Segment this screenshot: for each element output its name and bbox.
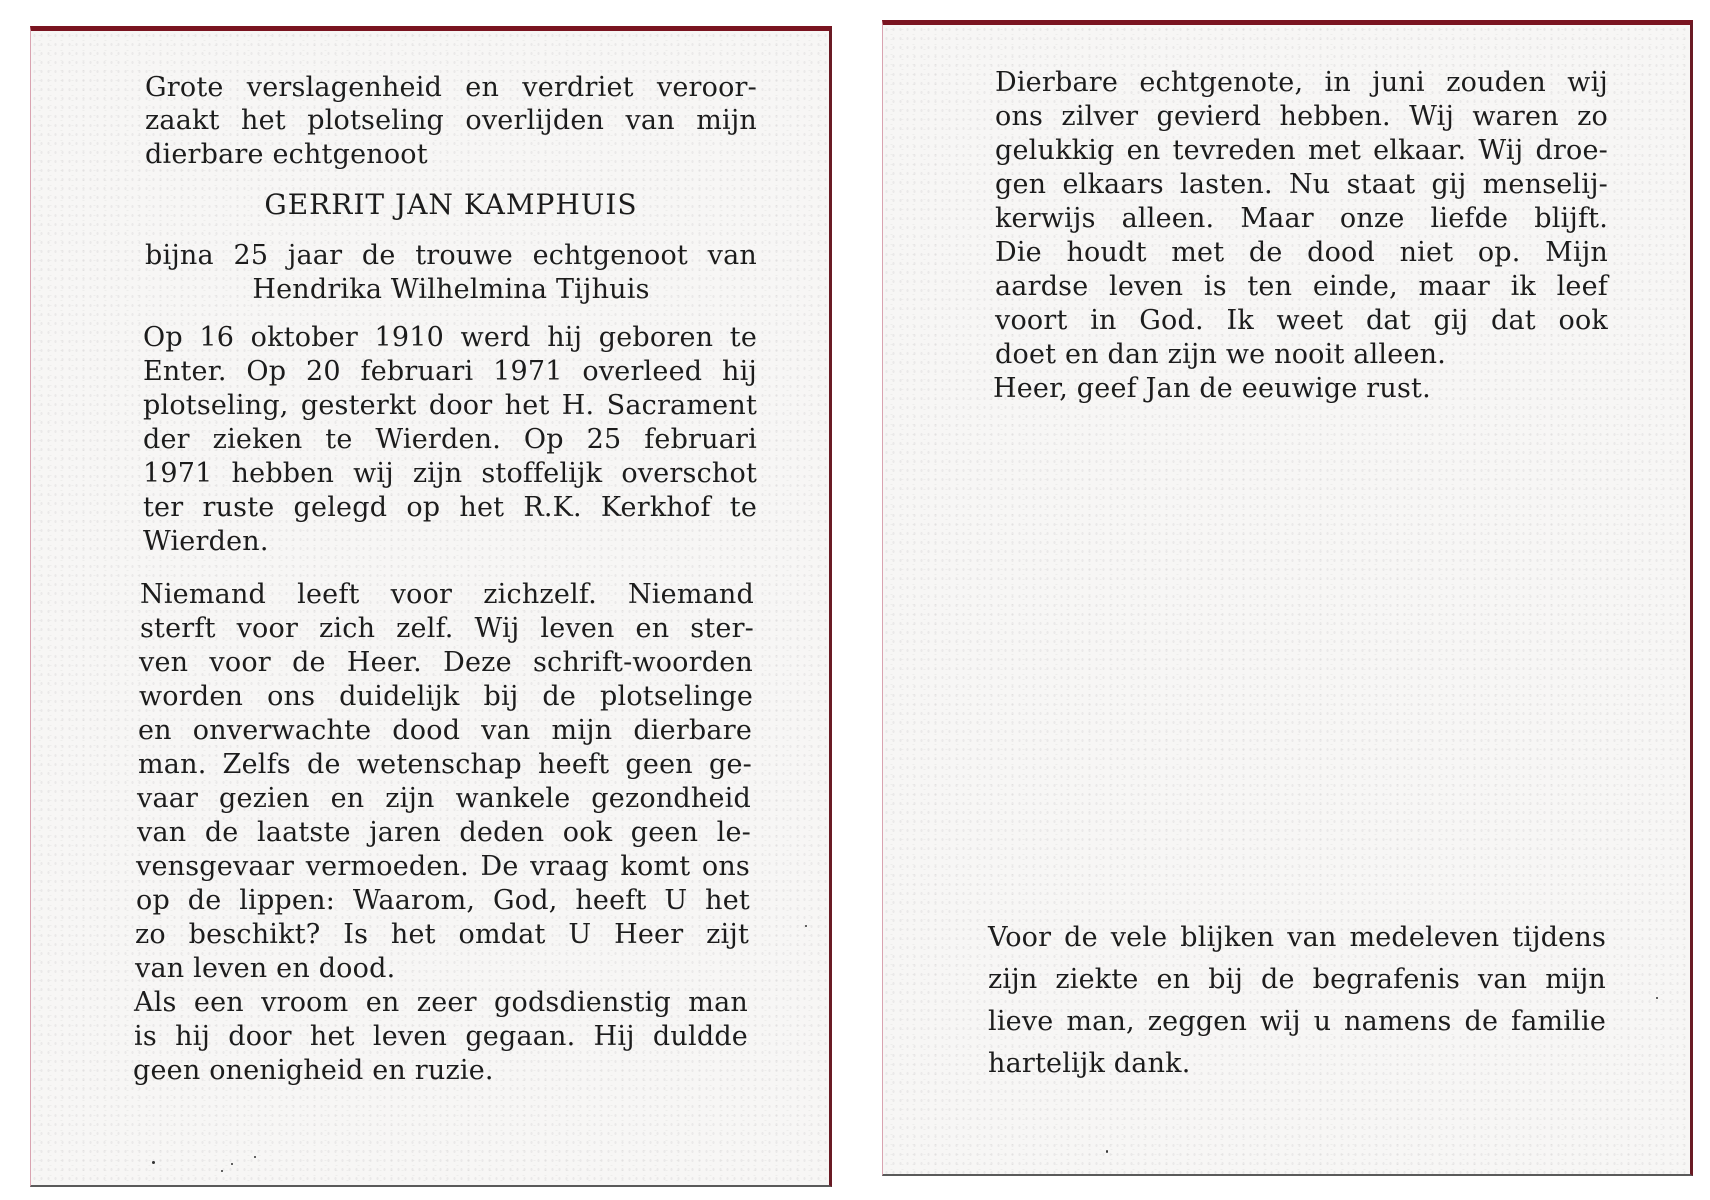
scan-speck bbox=[805, 925, 807, 927]
message-line: gelukkig en tevreden met elkaar. Wij droe- bbox=[995, 135, 1608, 166]
reflection-line: van de laatste jaren deden ook geen le- bbox=[137, 817, 751, 848]
scan-speck bbox=[152, 1161, 155, 1164]
thanks-line: zijn ziekte en bij de begrafenis van mijn bbox=[988, 964, 1606, 995]
reflection-line: Als een vroom en zeer godsdienstig man bbox=[134, 987, 748, 1018]
scan-speck bbox=[1106, 1150, 1108, 1153]
reflection-line: vaar gezien en zijn wankele gezondheid bbox=[137, 783, 751, 814]
biography-line: Enter. Op 20 februari 1971 overleed hij bbox=[143, 356, 757, 387]
reflection-line: zo beschikt? Is het omdat U Heer zijt bbox=[135, 919, 749, 950]
reflection-line: van leven en dood. bbox=[135, 953, 396, 984]
biography-line: plotseling, gesterkt door het H. Sacrament bbox=[143, 390, 757, 421]
biography-line: 1971 hebben wij zijn stoffelijk overschot bbox=[143, 458, 757, 489]
message-line: doet en dan zijn we nooit alleen. bbox=[995, 339, 1446, 370]
biography-line: Op 16 oktober 1910 werd hij geboren te bbox=[143, 322, 757, 353]
intro-line: dierbare echtgenoot bbox=[145, 139, 428, 170]
reflection-line: en onverwachte dood van mijn dierbare bbox=[138, 715, 752, 746]
intro-line: zaakt het plotseling overlijden van mijn bbox=[145, 105, 757, 136]
reflection-line: op de lippen: Waarom, God, heeft U het bbox=[136, 885, 750, 916]
reflection-line: ven voor de Heer. Deze schrift-woorden bbox=[139, 647, 753, 678]
thanks-line: hartelijk dank. bbox=[988, 1048, 1191, 1079]
message-line: Heer, geef Jan de eeuwige rust. bbox=[993, 373, 1431, 404]
scan-speck bbox=[1656, 997, 1658, 999]
thanks-line: Voor de vele blijken van medeleven tijdens bbox=[988, 922, 1606, 953]
reflection-line: man. Zelfs de wetenschap heeft geen ge- bbox=[138, 749, 752, 780]
biography-line: Wierden. bbox=[143, 526, 269, 557]
reflection-line: Niemand leeft voor zichzelf. Niemand bbox=[140, 579, 754, 610]
spouse-name: Hendrika Wilhelmina Tijhuis bbox=[252, 274, 650, 305]
reflection-line: vensgevaar vermoeden. De vraag komt ons bbox=[136, 851, 750, 882]
reflection-line: sterft voor zich zelf. Wij leven en ster- bbox=[140, 613, 754, 644]
thanks-line: lieve man, zeggen wij u namens de familie bbox=[988, 1006, 1606, 1037]
spouse-line: bijna 25 jaar de trouwe echtgenoot van bbox=[145, 240, 757, 271]
biography-line: der zieken te Wierden. Op 25 februari bbox=[143, 424, 757, 455]
message-line: ons zilver gevierd hebben. Wij waren zo bbox=[995, 101, 1608, 132]
scan-speck bbox=[254, 1156, 256, 1158]
reflection-line: geen onenigheid en ruzie. bbox=[133, 1055, 494, 1086]
message-line: Dierbare echtgenote, in juni zouden wij bbox=[995, 67, 1608, 98]
reflection-line: is hij door het leven gegaan. Hij duldde bbox=[134, 1021, 748, 1052]
intro-line: Grote verslagenheid en verdriet veroor- bbox=[145, 72, 757, 103]
message-line: Die houdt met de dood niet op. Mijn bbox=[995, 237, 1608, 268]
deceased-name: GERRIT JAN KAMPHUIS bbox=[264, 188, 638, 221]
message-line: gen elkaars lasten. Nu staat gij menselij- bbox=[995, 169, 1608, 200]
message-line: voort in God. Ik weet dat gij dat ook bbox=[995, 305, 1608, 336]
scan-speck bbox=[221, 1170, 223, 1172]
reflection-line: worden ons duidelijk bij de plotselinge bbox=[139, 681, 753, 712]
biography-line: ter ruste gelegd op het R.K. Kerkhof te bbox=[143, 492, 757, 523]
message-line: aardse leven is ten einde, maar ik leef bbox=[995, 271, 1608, 302]
scan-speck bbox=[231, 1163, 233, 1165]
message-line: kerwijs alleen. Maar onze liefde blijft. bbox=[995, 203, 1608, 234]
